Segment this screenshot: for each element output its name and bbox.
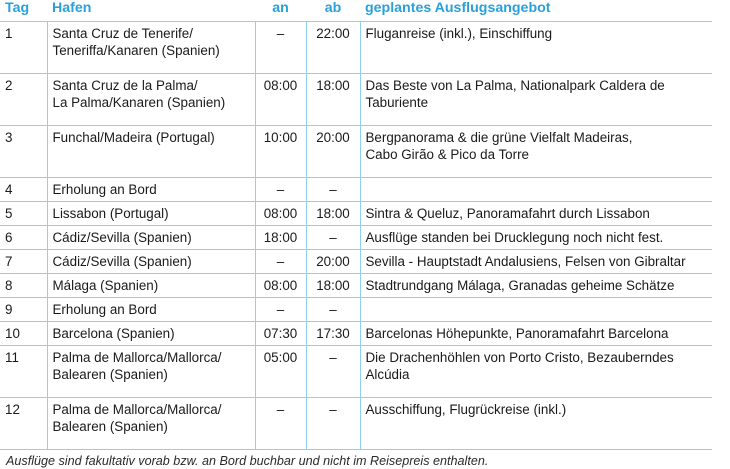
cell-angebot: Sevilla - Hauptstadt Andalusiens, Felsen von Gibraltar (360, 250, 712, 274)
cell-hafen: Cádiz/Sevilla (Spanien) (47, 226, 255, 250)
table-row (0, 322, 712, 346)
cell-tag: 1 (0, 22, 47, 74)
cell-ab: – (306, 178, 360, 202)
cell-angebot: Fluganreise (inkl.), Einschiffung (360, 22, 712, 74)
cell-hafen: Málaga (Spanien) (47, 274, 255, 298)
cell-an: 18:00 (255, 226, 306, 250)
footnote: Ausflüge sind fakultativ vorab bzw. an Bord buchbar und nicht im Reisepreis enthalten. (6, 454, 489, 468)
cell-hafen: Funchal/Madeira (Portugal) (47, 126, 255, 178)
table-row (0, 274, 712, 298)
cell-hafen: Lissabon (Portugal) (47, 202, 255, 226)
cell-angebot: Das Beste von La Palma, Nationalpark Caldera de Taburiente (360, 74, 712, 126)
cell-an: – (255, 250, 306, 274)
cell-ab: – (306, 398, 360, 450)
table-header-row (0, 0, 712, 22)
table-row (0, 126, 712, 178)
cell-ab: 18:00 (306, 274, 360, 298)
cell-an: 10:00 (255, 126, 306, 178)
cell-an: – (255, 22, 306, 74)
table-row (0, 398, 712, 450)
cell-tag: 10 (0, 322, 47, 346)
cell-angebot (360, 178, 712, 202)
cell-angebot: Ausschiffung, Flugrückreise (inkl.) (360, 398, 712, 450)
cell-angebot (360, 298, 712, 322)
cell-angebot: Barcelonas Höhepunkte, Panoramafahrt Barcelona (360, 322, 712, 346)
cell-tag: 7 (0, 250, 47, 274)
cell-angebot: Bergpanorama & die grüne Vielfalt Madeiras, Cabo Girão & Pico da Torre (360, 126, 712, 178)
header-ab: ab (306, 0, 360, 22)
cell-an: 07:30 (255, 322, 306, 346)
cell-hafen: Santa Cruz de la Palma/ La Palma/Kanaren (Spanien) (47, 74, 255, 126)
cell-tag: 5 (0, 202, 47, 226)
cell-tag: 3 (0, 126, 47, 178)
cell-tag: 6 (0, 226, 47, 250)
cell-ab: 20:00 (306, 126, 360, 178)
cell-angebot: Stadtrundgang Málaga, Granadas geheime Schätze (360, 274, 712, 298)
cell-ab: 18:00 (306, 74, 360, 126)
cell-tag: 4 (0, 178, 47, 202)
cell-angebot: Ausflüge standen bei Drucklegung noch nicht fest. (360, 226, 712, 250)
cell-tag: 11 (0, 346, 47, 398)
cell-ab: 20:00 (306, 250, 360, 274)
cell-ab: 22:00 (306, 22, 360, 74)
header-hafen: Hafen (47, 0, 255, 22)
table-row (0, 250, 712, 274)
table-row (0, 226, 712, 250)
table-row (0, 74, 712, 126)
cell-an: – (255, 178, 306, 202)
cell-an: 08:00 (255, 74, 306, 126)
cell-hafen: Erholung an Bord (47, 298, 255, 322)
table-body (0, 22, 712, 450)
cell-tag: 8 (0, 274, 47, 298)
cell-ab: – (306, 298, 360, 322)
cell-hafen: Palma de Mallorca/Mallorca/ Balearen (Spanien) (47, 398, 255, 450)
header-tag: Tag (0, 0, 47, 22)
table-row (0, 346, 712, 398)
cell-hafen: Cádiz/Sevilla (Spanien) (47, 250, 255, 274)
table-row (0, 178, 712, 202)
cell-an: – (255, 398, 306, 450)
cell-an: 05:00 (255, 346, 306, 398)
cell-an: 08:00 (255, 274, 306, 298)
cell-ab: – (306, 346, 360, 398)
cell-hafen: Erholung an Bord (47, 178, 255, 202)
cell-an: 08:00 (255, 202, 306, 226)
cell-hafen: Barcelona (Spanien) (47, 322, 255, 346)
table-row (0, 202, 712, 226)
cell-tag: 2 (0, 74, 47, 126)
header-angebot: geplantes Ausflugsangebot (360, 0, 712, 22)
table-row (0, 22, 712, 74)
cell-hafen: Palma de Mallorca/Mallorca/ Balearen (Spanien) (47, 346, 255, 398)
table-row (0, 298, 712, 322)
cell-angebot: Sintra & Queluz, Panoramafahrt durch Lissabon (360, 202, 712, 226)
cell-hafen: Santa Cruz de Tenerife/ Teneriffa/Kanaren (Spanien) (47, 22, 255, 74)
cell-an: – (255, 298, 306, 322)
cell-tag: 9 (0, 298, 47, 322)
cell-angebot: Die Drachenhöhlen von Porto Cristo, Bezauberndes Alcúdia (360, 346, 712, 398)
cell-ab: – (306, 226, 360, 250)
cell-tag: 12 (0, 398, 47, 450)
cell-ab: 18:00 (306, 202, 360, 226)
cell-ab: 17:30 (306, 322, 360, 346)
header-an: an (255, 0, 306, 22)
